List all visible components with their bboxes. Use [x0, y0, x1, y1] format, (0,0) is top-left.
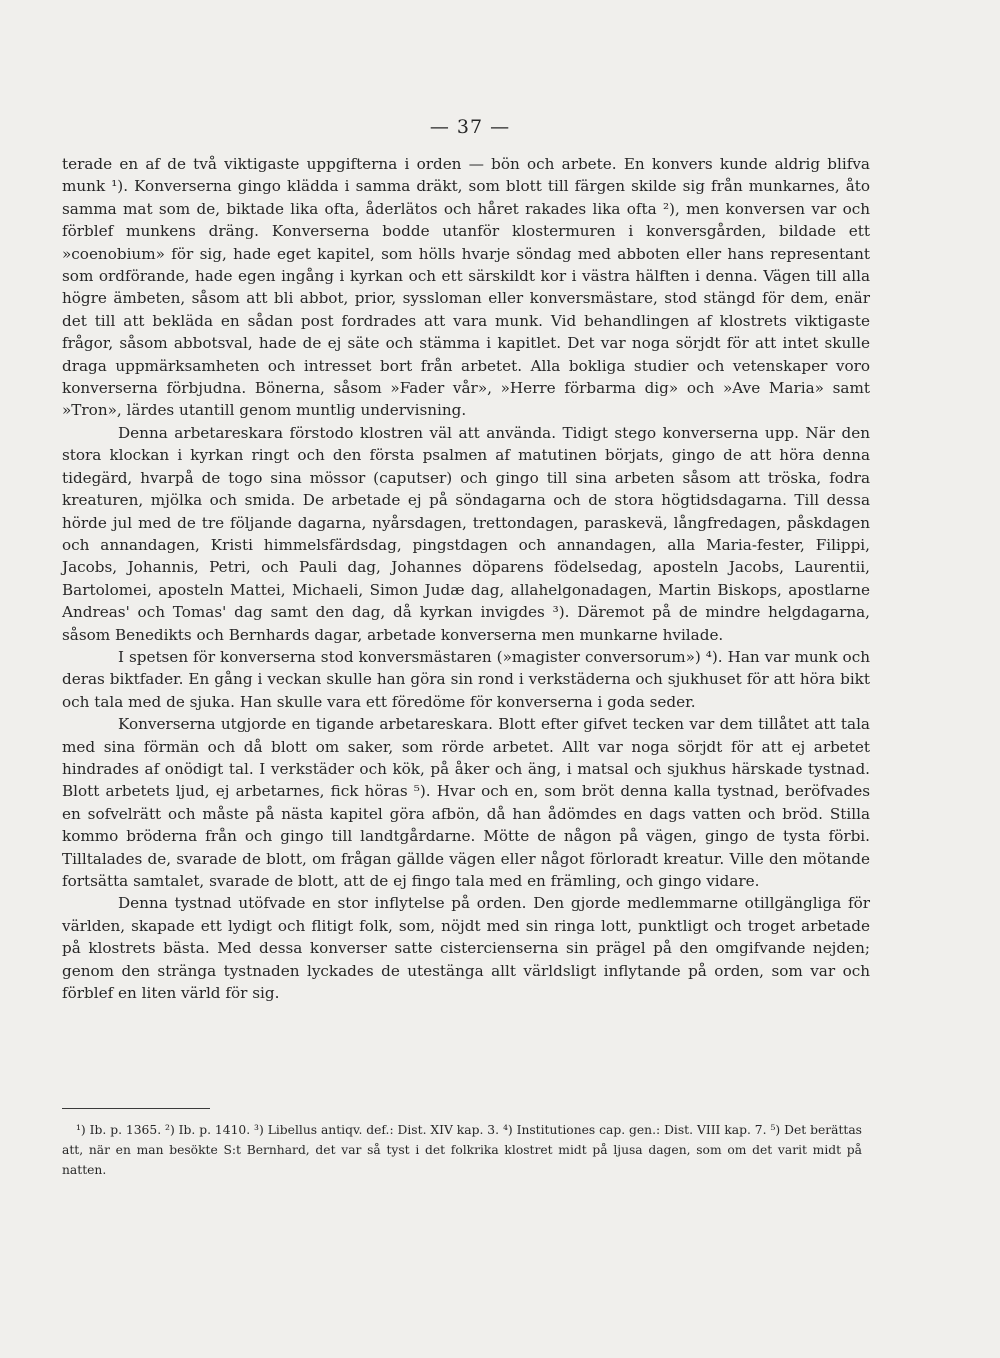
footnote-divider	[62, 1108, 210, 1109]
paragraph-4: Konverserna utgjorde en tigande arbetareskara. Blott efter gifvet tecken var dem tillåtet att tala med sina förmän och då blott om saker, som rörde arbetet. Allt var noga sörjdt för att ej arbetet hindrades af onödigt tal. I verkstäder och kök, på åker och äng, i matsal och sjukhus härskade tystnad. Blott arbetets ljud, ej arbetarnes, fick höras ⁵). Hvar och en, som bröt denna kalla tystnad, beröfvades en sofvelrätt och måste på nästa kapitel göra afbön, då han ådömdes en dags vatten och bröd. Stilla kommo bröderna från och gingo till landtgårdarne. Mötte de någon på vägen, gingo de tysta förbi. Tilltalades de, svarade de blott, om frågan gällde vägen eller något förloradt kreatur. Ville den mötande fortsätta samtalet, svarade de blott, att de ej fingo tala med en främling, och gingo vidare.	[62, 715, 870, 890]
paragraph-5: Denna tystnad utöfvade en stor inflytelse på orden. Den gjorde medlemmarne otillgängliga för världen, skapade ett lydigt och flitigt folk, som, nöjdt med sin ringa lott, punktligt och troget arbetade på klostrets bästa. Med dessa konverser satte cistercienserna sin prägel på den omgifvande nejden; genom den stränga tystnaden lyckades de utestänga allt världsligt inflytande på orden, som var och förblef en liten värld för sig.	[62, 894, 870, 1003]
paragraph-3: I spetsen för konverserna stod konversmästaren (»magister conversorum») ⁴). Han var munk och deras biktfader. En gång i veckan skulle han göra sin rond i verkstäderna och sjukhuset för att höra bikt och tala med de sjuka. Han skulle vara ett föredöme för konverserna i goda seder.	[62, 647, 870, 711]
paragraph-2: Denna arbetareskara förstodo klostren väl att använda. Tidigt stego konverserna upp. När den stora klockan i kyrkan ringt och den första psalmen af matutinen börjats, gingo de att höra denna tidegärd, hvarpå de togo sina mössor (caputser) och gingo till sina arbeten såsom att tröska, fodra kreaturen, mjölka och smida. De arbetade ej på söndagarna och de stora högtidsdagarna. Till dessa hörde jul med de tre följande dagarna, nyårsdagen, trettondagen, paraskevä, långfredagen, påskdagen och annandagen, Kristi himmelsfärdsdag, pingstdagen och annandagen, alla Maria-fester, Filippi, Jacobs, Johannis, Petri, och Pauli dag, Johannes döparens födelsedag, aposteln Jacobs, Laurentii, Bartolomei, aposteln Mattei, Michaeli, Simon Judæ dag, allahelgonadagen, Martin Biskops, apostlarne Andreas' och Tomas' dag samt den dag, då kyrkan invigdes ³). Däremot på de mindre helgdagarna, såsom Benedikts och Bernhards dagar, arbetade konverserna men munkarne hvilade.	[62, 423, 870, 644]
footnotes	[62, 1120, 862, 1180]
footnote-block: ¹) Ib. p. 1365. ²) Ib. p. 1410. ³) Libellus antiqv. def.: Dist. XIV kap. 3. ⁴) Institutiones cap. gen.: Dist. VIII kap. 7. ⁵) Det berättas att, när en man besökte S:t Bernhard, det var så tyst i det folkrika klostret midt på ljusa dagen, som om det varit midt på natten.	[62, 1123, 862, 1177]
paragraph-1: terade en af de två viktigaste uppgifterna i orden — bön och arbete. En konvers kunde aldrig blifva munk ¹). Konverserna gingo klädda i samma dräkt, som blott till färgen skilde sig från munkarnes, åto samma mat som de, biktade lika ofta, åderlätos och håret rakades lika ofta ²), men konversen var och förblef munkens dräng. Konverserna bodde utanför klostermuren i konversgården, bildade ett »coenobium» för sig, hade eget kapitel, som hölls hvarje söndag med abboten eller hans representant som ordförande, hade egen ingång i kyrkan och ett särskildt kor i västra hälften i denna. Vägen till alla högre ämbeten, såsom att bli abbot, prior, syssloman eller konversmästare, stod stängd för dem, enär det till att bekläda en sådan post fordrades att vara munk. Vid behandlingen af klostrets viktigaste frågor, såsom abbotsval, hade de ej säte och stämma i kapitlet. Det var noga sörjdt för att intet skulle draga uppmärksamheten och intresset bort från arbetet. Alla bokliga studier och vetenskaper voro konverserna förbjudna. Bönerna, såsom »Fader vår», »Herre förbarma dig» och »Ave Maria» samt »Tron», lärdes utantill genom muntlig undervisning.	[62, 155, 870, 420]
body-text	[62, 153, 870, 1004]
page-number: — 37 —	[429, 116, 511, 138]
